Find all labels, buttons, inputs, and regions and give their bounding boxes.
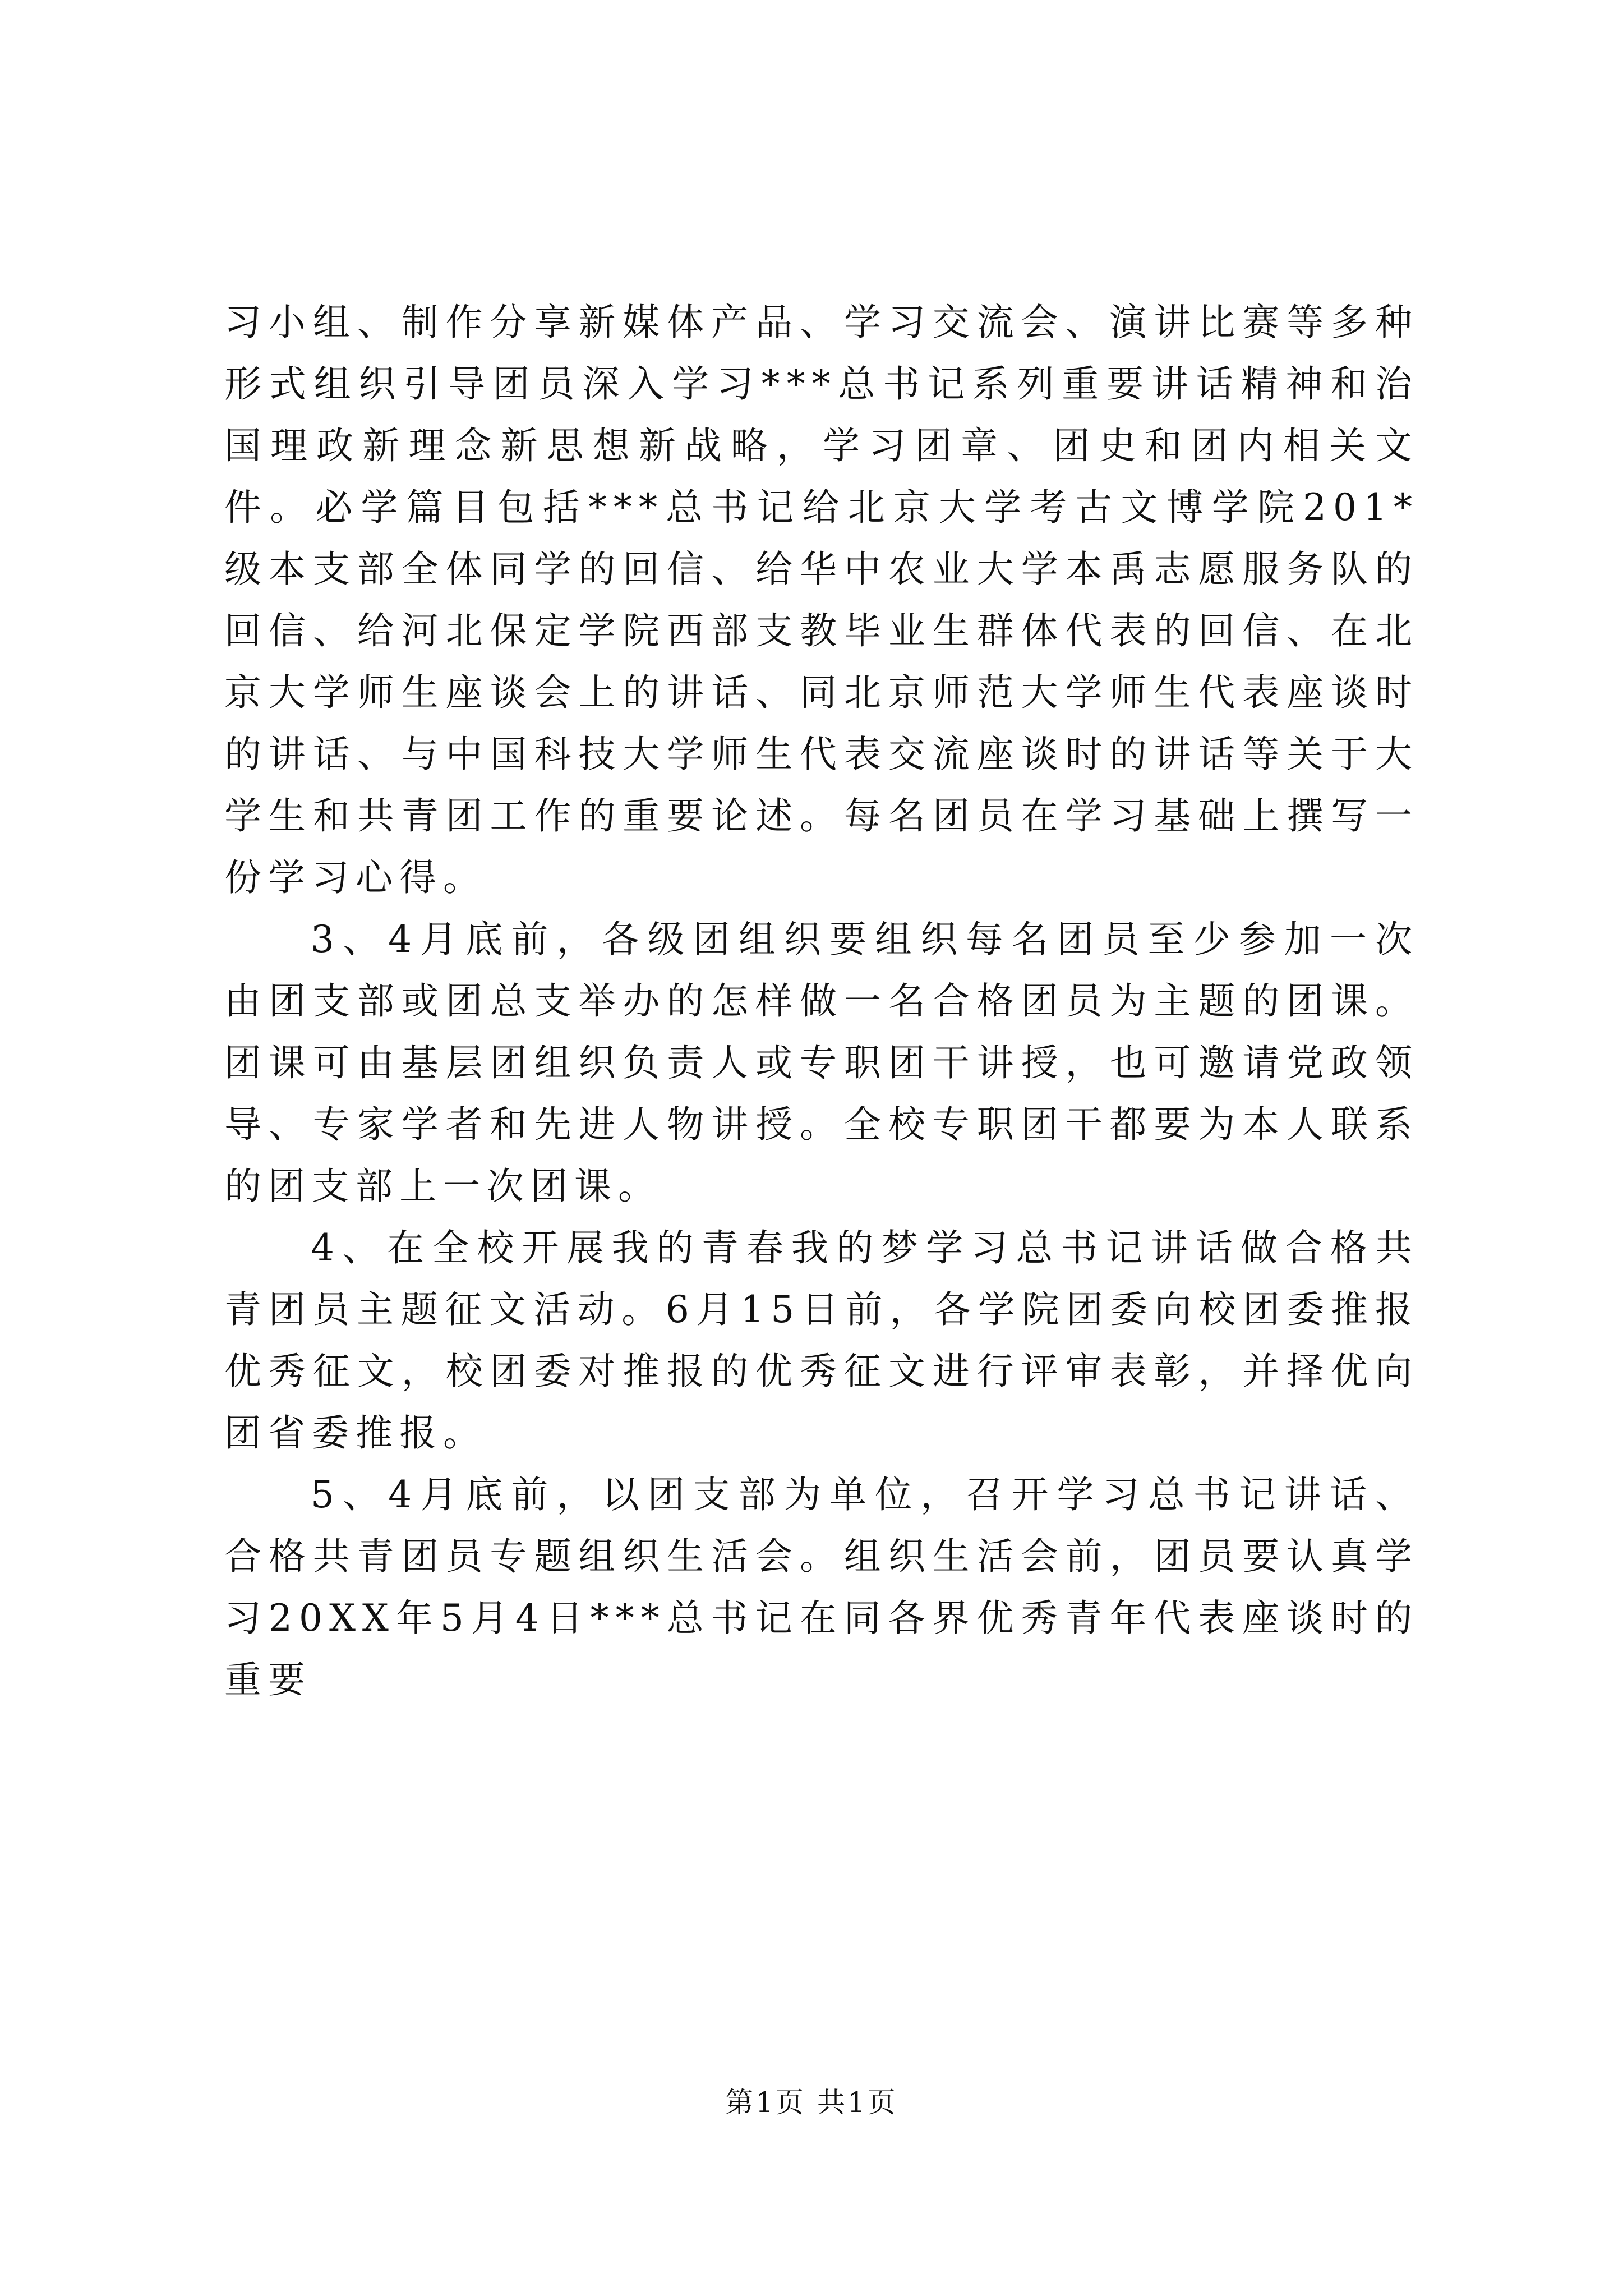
paragraph-continuation: 习小组、制作分享新媒体产品、学习交流会、演讲比赛等多种形式组织引导团员深入学习***总书记系列重要讲话精神和治国理政新理念新思想新战略，学习团章、团史和团内相关文件。必学篇目包括***总书记给北京大学考古文博学院201*级本支部全体同学的回信、给华中农业大学本禹志愿服务队的回信、给河北保定学院西部支教毕业生群体代表的回信、在北京大学师生座谈会上的讲话、同北京师范大学师生代表座谈时的讲话、与中国科技大学师生代表交流座谈时的讲话等关于大学生和共青团工作的重要论述。每名团员在学习基础上撰写一份学习心得。 xyxy=(224,301,1419,899)
page-footer xyxy=(0,2086,1623,2119)
page-number-label: 第1页 共1页 xyxy=(725,2086,898,2119)
paragraph-item-3: 3、4月底前，各级团组织要组织每名团员至少参加一次由团支部或团总支举办的怎样做一名合格团员为主题的团课。团课可由基层团组织负责人或专职团干讲授，也可邀请党政领导、专家学者和先进人物讲授。全校专职团干都要为本人联系的团支部上一次团课。 xyxy=(224,918,1419,1208)
paragraph-item-4: 4、在全校开展我的青春我的梦学习总书记讲话做合格共青团员主题征文活动。6月15日前，各学院团委向校团委推报优秀征文，校团委对推报的优秀征文进行评审表彰，并择优向团省委推报。 xyxy=(224,1226,1419,1455)
paragraph-item-5: 5、4月底前，以团支部为单位，召开学习总书记讲话、合格共青团员专题组织生活会。组织生活会前，团员要认真学习20XX年5月4日***总书记在同各界优秀青年代表座谈时的重要 xyxy=(224,1473,1419,1701)
body-text xyxy=(224,292,1419,1711)
